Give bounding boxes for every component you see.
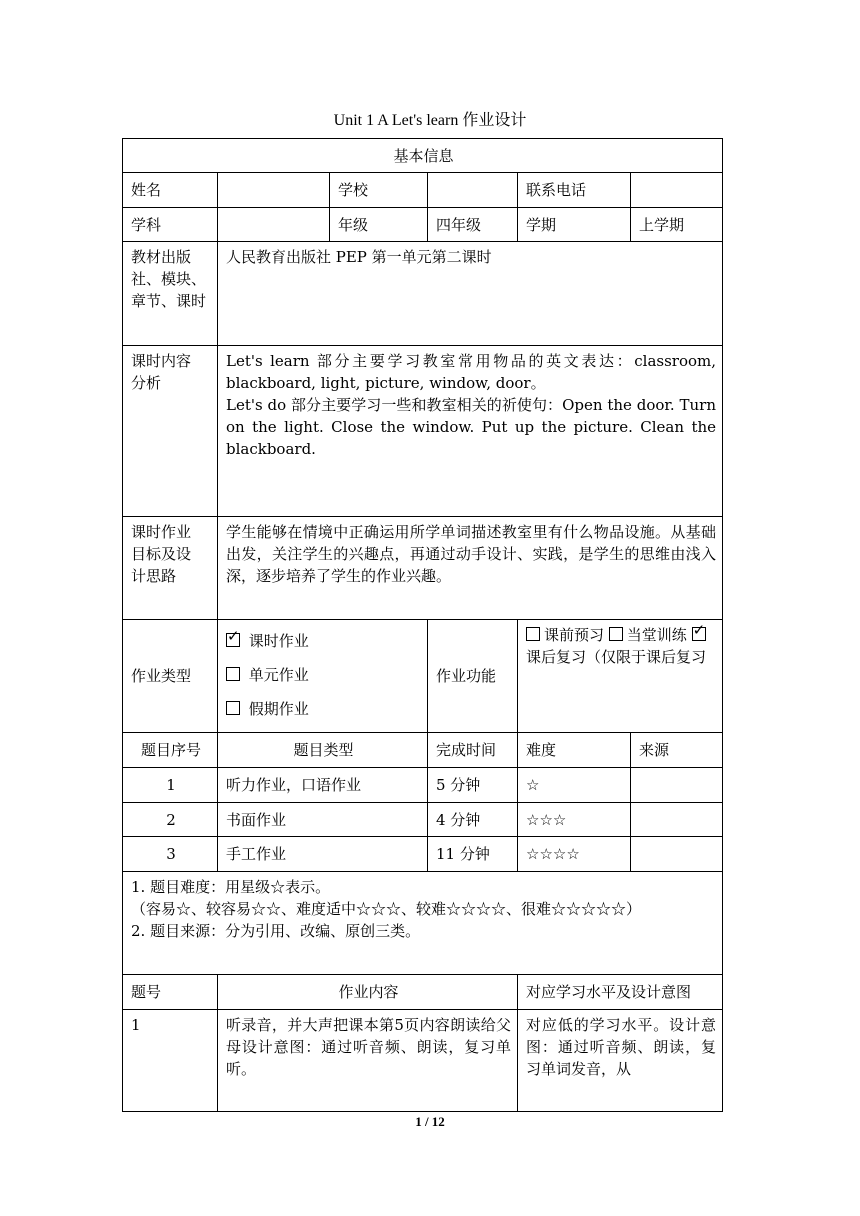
header-level: 对应学习水平及设计意图: [518, 975, 723, 1010]
task-source: [631, 768, 723, 803]
checked-box-icon[interactable]: ✓: [227, 627, 240, 645]
goals-label-line: 课时作业: [131, 523, 192, 541]
task-no: 3: [123, 837, 218, 872]
option-label: 当堂训练: [626, 626, 687, 644]
header-time: 完成时间: [428, 733, 518, 768]
subject-value[interactable]: [218, 208, 330, 242]
task-source: [631, 837, 723, 872]
header-task-type: 题目类型: [218, 733, 428, 768]
question-content: 听录音，并大声把课本第5页内容朗读给父母设计意图：通过听音频、朗读，复习单听。: [218, 1010, 518, 1112]
homework-function-options: [518, 620, 723, 733]
checked-box-icon[interactable]: ✓: [692, 621, 706, 639]
textbook-label-line: 社、模块、: [131, 270, 207, 288]
basic-info-heading: 基本信息: [123, 139, 723, 173]
checkbox-icon[interactable]: [609, 627, 623, 641]
header-task-no: 题目序号: [123, 733, 218, 768]
table-row: [123, 768, 723, 803]
note-line: 1. 题目难度：用星级☆表示。: [131, 878, 331, 896]
question-no: 1: [123, 1010, 218, 1112]
header-difficulty: 难度: [518, 733, 631, 768]
task-time: 5 分钟: [428, 768, 518, 803]
subject-label: 学科: [123, 208, 218, 242]
task-no: 1: [123, 768, 218, 803]
task-time: 11 分钟: [428, 837, 518, 872]
homework-type-options: [218, 620, 428, 733]
option-preview[interactable]: [526, 626, 604, 644]
option-unit-homework[interactable]: [226, 658, 421, 692]
phone-value[interactable]: [631, 173, 723, 208]
name-value[interactable]: [218, 173, 330, 208]
notes-cell: [123, 872, 723, 975]
note-line: 2. 题目来源：分为引用、改编、原创三类。: [131, 922, 421, 940]
term-value: 上学期: [631, 208, 723, 242]
task-source: [631, 803, 723, 837]
goals-label: [123, 517, 218, 620]
option-label: 课后复习（仅限于课后复习: [526, 648, 707, 666]
name-label: 姓名: [123, 173, 218, 208]
task-type: 听力作业，口语作业: [218, 768, 428, 803]
task-no: 2: [123, 803, 218, 837]
analysis-content: [218, 346, 723, 517]
textbook-value: 人民教育出版社 PEP 第一单元第二课时: [218, 242, 723, 346]
option-label: 单元作业: [248, 666, 309, 684]
textbook-label-line: 章节、课时: [131, 292, 207, 310]
textbook-label: [123, 242, 218, 346]
analysis-paragraph: Let's learn 部分主要学习教室常用物品的英文表达：classroom, blackboard, light, picture, window, door。: [226, 352, 717, 392]
homework-function-label: 作业功能: [428, 620, 518, 733]
school-label: 学校: [330, 173, 428, 208]
option-holiday-homework[interactable]: [226, 692, 421, 726]
table-row: [123, 837, 723, 872]
question-level: 对应低的学习水平。设计意图：通过听音频、朗读，复习单词发音，从: [518, 1010, 723, 1112]
textbook-label-line: 教材出版: [131, 248, 192, 266]
task-type: 书面作业: [218, 803, 428, 837]
goals-content: 学生能够在情境中正确运用所学单词描述教室里有什么物品设施。从基础出发，关注学生的兴趣点，再通过动手设计、实践，是学生的思维由浅入深，逐步培养了学生的作业兴趣。: [218, 517, 723, 620]
goals-label-line: 计思路: [131, 567, 177, 585]
task-time: 4 分钟: [428, 803, 518, 837]
option-label: 课前预习: [544, 626, 605, 644]
grade-label: 年级: [330, 208, 428, 242]
header-content: 作业内容: [218, 975, 518, 1010]
page-number: 1 / 12: [415, 1114, 445, 1129]
goals-label-line: 目标及设: [131, 545, 192, 563]
checkbox-icon[interactable]: [226, 701, 240, 715]
task-difficulty: ☆☆☆☆: [518, 837, 631, 872]
checkbox-icon[interactable]: [226, 667, 240, 681]
task-type: 手工作业: [218, 837, 428, 872]
option-label: 课时作业: [248, 632, 309, 650]
document-title: Unit 1 A Let's learn 作业设计: [333, 112, 527, 129]
task-difficulty: ☆: [518, 768, 631, 803]
table-row: [123, 1010, 723, 1112]
analysis-label-line: 课时内容: [131, 352, 192, 370]
task-difficulty: ☆☆☆: [518, 803, 631, 837]
grade-value: 四年级: [428, 208, 518, 242]
header-question-no: 题号: [123, 975, 218, 1010]
checkbox-icon[interactable]: [526, 627, 540, 641]
school-value[interactable]: [428, 173, 518, 208]
term-label: 学期: [518, 208, 631, 242]
option-in-class[interactable]: [609, 626, 687, 644]
analysis-paragraph: Let's do 部分主要学习一些和教室相关的祈使句：Open the door. Turn on the light. Close the window. Put up the picture. Clean the blackboard.: [226, 396, 717, 458]
note-line: （容易☆、较容易☆☆、难度适中☆☆☆、较难☆☆☆☆、很难☆☆☆☆☆）: [131, 900, 642, 918]
header-source: 来源: [631, 733, 723, 768]
homework-design-table: [122, 138, 723, 1112]
homework-type-label: 作业类型: [123, 620, 218, 733]
option-label: 假期作业: [248, 700, 309, 718]
analysis-label: [123, 346, 218, 517]
analysis-label-line: 分析: [131, 374, 162, 392]
table-row: [123, 803, 723, 837]
option-lesson-homework[interactable]: [226, 624, 421, 658]
phone-label: 联系电话: [518, 173, 631, 208]
